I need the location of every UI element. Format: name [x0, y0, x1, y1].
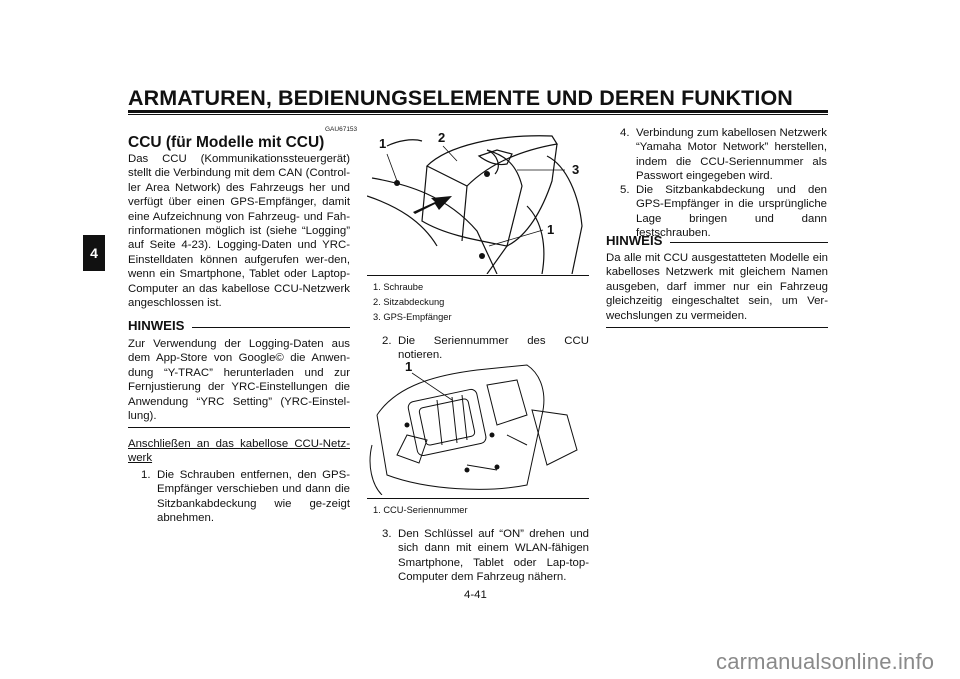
screw-bottom — [479, 253, 485, 259]
figure-ccu-serial — [367, 355, 589, 495]
fig1-caption-3: 3. GPS-Empfänger — [373, 312, 452, 322]
step-number: 5. — [620, 184, 630, 196]
section-code: GAU67153 — [325, 126, 358, 133]
figure-ccu-serial-illustration — [367, 355, 589, 495]
fig2-label-1: 1 — [405, 359, 413, 374]
arrow-direction — [413, 196, 452, 214]
section-heading: CCU (für Modelle mit CCU) — [128, 134, 325, 151]
page-title: ARMATUREN, BEDIENUNGSELEMENTE UND DEREN FUNKTION — [128, 86, 793, 110]
step-5 — [620, 183, 827, 241]
fig1-label-1b: 1 — [547, 222, 555, 237]
subheading-connect: Anschließen an das kabellose CCU-Netz-werk — [128, 438, 350, 465]
intro-paragraph: Das CCU (Kommunikationssteuergerät) stellt die Verbindung mit dem CAN (Control-ler Area Network) des Fahrzeugs her und verfügt über einen GPS-Empfänger, damit eine Aufzeichnung von Fahrzeug- und Fah-rinformationen möglich ist (siehe “Logging” auf Seite 4-23). Logging-Daten und YRC-Einstelldaten können aufgerufen wer-den, wenn ein Smartphone, Tablet oder Laptop-Computer an das kabellose CCU-Netzwerk angeschlossen ist. — [128, 153, 350, 310]
hinweis-text-right: Da alle mit CCU ausgestatteten Modelle ein kabelloses Netzwerk mit gleichem Namen ausgeben, darf immer nur ein Fahrzeug gleichzeitig eingeschaltet sein, um Ver-wechslungen zu vermeiden. — [606, 252, 828, 322]
fig1-label-3: 3 — [572, 162, 580, 177]
hinweis-line — [670, 242, 828, 243]
step-number: 3. — [382, 528, 392, 540]
step-1 — [141, 468, 350, 526]
hinweis-text-left: Zur Verwendung der Logging-Daten aus dem App-Store von Google© die Anwen-dung “Y-TRAC” herunterladen und zur Fernjustierung der YRC-Einstellungen die Anwendung “YRC Setting” (YRC-Einstel-lung). — [128, 338, 350, 423]
figure-seat-cover — [367, 126, 589, 274]
hinweis-label: HINWEIS — [606, 233, 663, 248]
step-text: Verbindung zum kabellosen Netzwerk “Yamaha Motor Network” herstellen, indem die CCU-Seriennummer als Passwort eingegeben wird. — [636, 127, 827, 183]
step-text: Die Schrauben entfernen, den GPS-Empfänger verschieben und dann die Sitzbankabdeckung wie ge-zeigt abnehmen. — [157, 469, 350, 525]
step-text: Die Sitzbankabdeckung und den GPS-Empfänger in die ursprüngliche Lage bringen und dann festschrauben. — [636, 184, 827, 240]
step-4 — [620, 126, 827, 184]
title-rule-thin — [128, 114, 828, 115]
hinweis-heading-right — [606, 233, 828, 248]
page-number: 4-41 — [464, 589, 487, 601]
fig1-caption-1: 1. Schraube — [373, 282, 424, 292]
fig2-caption-1: 1. CCU-Seriennummer — [373, 505, 468, 515]
screw-gps — [484, 171, 490, 177]
watermark: carmanualsonline.info — [716, 649, 935, 674]
hinweis-end-rule-right — [606, 327, 828, 328]
chapter-tab: 4 — [83, 235, 105, 271]
hinweis-end-rule-left — [128, 427, 350, 428]
fig1-caption-rule — [367, 275, 589, 276]
step-3 — [382, 527, 589, 585]
step-number: 1. — [141, 469, 151, 481]
hinweis-heading-left — [128, 318, 350, 333]
hinweis-line — [192, 327, 350, 328]
step-text: Die Seriennummer des CCU notieren. — [398, 335, 589, 362]
step-number: 2. — [382, 335, 392, 347]
fig1-label-2: 2 — [438, 130, 446, 145]
hinweis-label: HINWEIS — [128, 318, 185, 333]
title-rule-thick — [128, 110, 828, 113]
step-text: Den Schlüssel auf “ON” drehen und sich dann mit einem WLAN-fähigen Smartphone, Tablet oder Lap-top-Computer dem Fahrzeug nähern. — [398, 528, 589, 584]
step-number: 4. — [620, 127, 630, 139]
fig2-caption-rule — [367, 498, 589, 499]
fig1-label-1: 1 — [379, 136, 387, 151]
figure-seat-cover-illustration — [367, 126, 589, 274]
fig1-caption-2: 2. Sitzabdeckung — [373, 297, 445, 307]
